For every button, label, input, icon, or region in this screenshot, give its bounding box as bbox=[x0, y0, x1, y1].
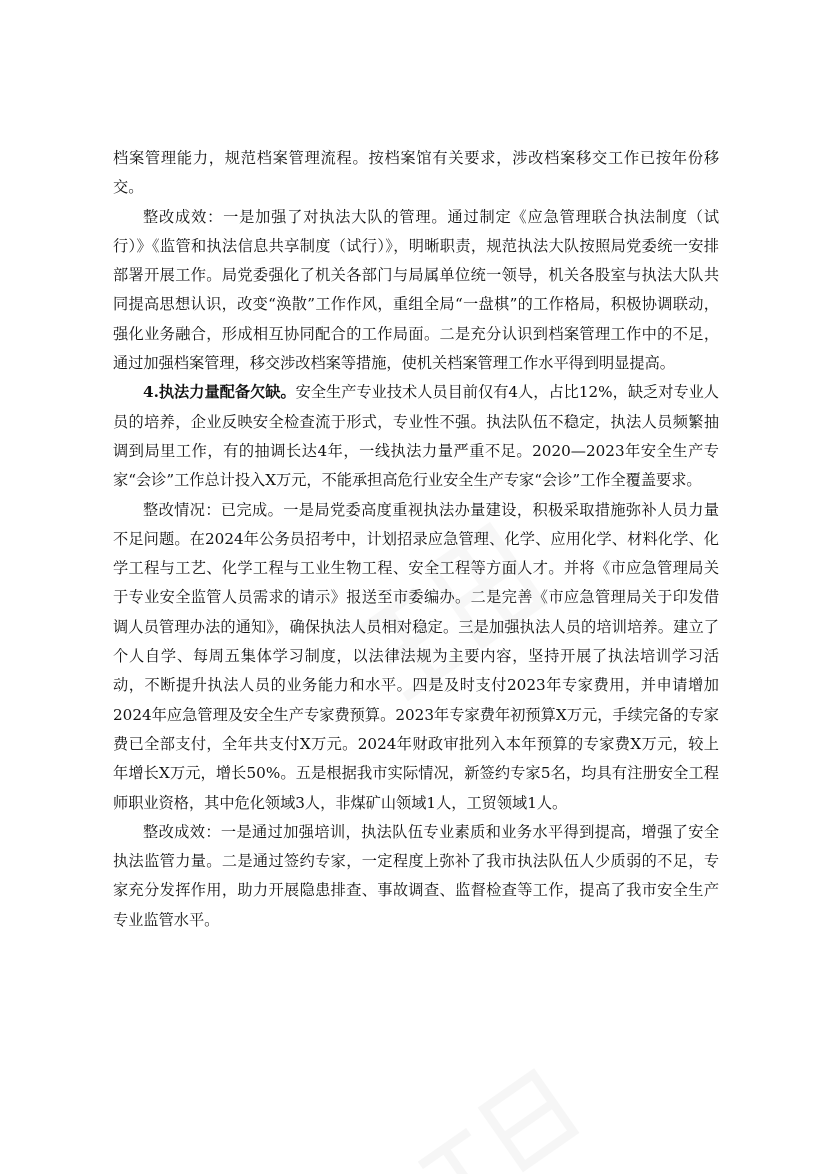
paragraph-issue-4 bbox=[113, 378, 719, 495]
paragraph-rectification-results-2 bbox=[113, 818, 719, 935]
paragraph-rectification-results-1 bbox=[113, 203, 719, 379]
paragraph-text: 整改成效：一是通过加强培训，执法队伍专业素质和业务水平得到提高，增强了安全执法监管力量。二是通过签约专家，一定程度上弥补了我市执法队伍人少质弱的不足，专家充分发挥作用，助力开展隐患排查、事故调查、监督检查等工作，提高了我市安全生产专业监管水平。 bbox=[113, 822, 719, 929]
watermark-bottom-icon bbox=[380, 1060, 600, 1174]
paragraph-text: 整改情况：已完成。一是局党委高度重视执法办量建设，积极采取措施弥补人员力量不足问题。在2024年公务员招考中，计划招录应急管理、化学、应用化学、材料化学、化学工程与工艺、化学工程与工业生物工程、安全工程等方面人才。并将《市应急管理局关于专业安全监管人员需求的请示》报送至市委编办。二是完善《市应急管理局关于印发借调人员管理办法的通知》，确保执法人员相对稳定。三是加强执法人员的培训培养。建立了个人自学、每周五集体学习制度，以法律法规为主要内容，坚持开展了执法培训学习活动，不断提升执法人员的业务能力和水平。四是及时支付2023年专家费用，并申请增加2024年应急管理及安全生产专家费预算。2023年专家费年初预算X万元，手续完备的专家费已全部支付，全年共支付X万元。2024年财政审批列入本年预算的专家费X万元，较上年增长X万元，增长50%。五是根据我市实际情况，新签约专家5名，均具有注册安全工程师职业资格，其中危化领域3人，非煤矿山领域1人，工贸领域1人。 bbox=[113, 500, 719, 812]
paragraph-text: 安全生产专业技术人员目前仅有4人，占比12%，缺乏对专业人员的培养，企业反映安全检查流于形式，专业性不强。执法队伍不稳定，执法人员频繁抽调到局里工作，有的抽调长达4年，一线执法力量严重不足。2020—2023年安全生产专家“会诊”工作总计投入X万元，不能承担高危行业安全生产专家“会诊”工作全覆盖要求。 bbox=[113, 383, 719, 490]
paragraph-rectification-status bbox=[113, 496, 719, 818]
issue-heading: 4.执法力量配备欠缺。 bbox=[143, 383, 296, 402]
paragraph-text: 档案管理能力，规范档案管理流程。按档案馆有关要求，涉改档案移交工作已按年份移交。 bbox=[113, 149, 719, 197]
document-body bbox=[113, 144, 719, 935]
paragraph-archive-continuation bbox=[113, 144, 719, 203]
paragraph-text: 整改成效：一是加强了对执法大队的管理。通过制定《应急管理联合执法制度（试行）》《监管和执法信息共享制度（试行）》，明晰职责，规范执法大队按照局党委统一安排部署开展工作。局党委强化了机关各部门与局属单位统一领导，机关各股室与执法大队共同提高思想认识，改变“涣散”工作作风，重组全局“一盘棋”的工作格局，积极协调联动，强化业务融合，形成相互协同配合的工作局面。二是充分认识到档案管理工作中的不足，通过加强档案管理，移交涉改档案等措施，使机关档案管理工作水平得到明显提高。 bbox=[113, 207, 719, 373]
